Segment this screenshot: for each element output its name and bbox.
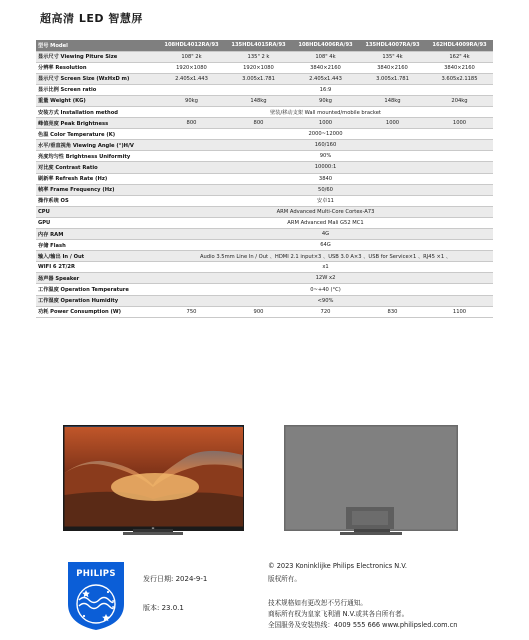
trademark-line: 商标所有权为皇家飞利浦 N.V.或其各自所有者。: [268, 610, 409, 618]
row-value: 90kg: [292, 95, 359, 106]
row-value: 16:9: [158, 84, 493, 95]
table-row: [36, 251, 493, 262]
row-label: 水平/垂直视角 Viewing Angle (°)H/V: [36, 140, 158, 151]
row-value: 3840×2160: [359, 62, 426, 73]
table-row: [36, 206, 493, 217]
row-value: 108" 4k: [292, 51, 359, 62]
row-label: 帧率 Frame Frequency (Hz): [36, 184, 158, 195]
row-value: 1100: [426, 306, 493, 317]
row-value: 2.405x1.443: [292, 73, 359, 84]
table-row: [36, 306, 493, 317]
row-label: WIFI 6 2T/2R: [36, 262, 158, 273]
spec-table: [36, 40, 493, 318]
row-value: 1920×1080: [158, 62, 225, 73]
row-label: 工作湿度 Operation Humidity: [36, 295, 158, 306]
tv-back-image: [284, 425, 458, 540]
notice-line: 技术规格如有更改恕不另行通知。: [268, 599, 367, 607]
row-label: 色温 Color Temperature (K): [36, 129, 158, 140]
svg-text:▬: ▬: [151, 526, 155, 530]
row-label: 安装方式 Installation method: [36, 106, 158, 117]
row-label: GPU: [36, 217, 158, 228]
spec-table-header: [36, 40, 493, 51]
row-label: 刷新率 Refresh Rate (Hz): [36, 173, 158, 184]
tv-front-image: [63, 425, 244, 540]
header-model-1: 108HDL4012RA/93: [158, 40, 225, 51]
table-row: [36, 184, 493, 195]
page-title: 超高清 LED 智慧屏: [40, 12, 143, 25]
release-date: [143, 574, 207, 584]
rights-line: 版权所有。: [268, 575, 301, 583]
row-value: 800: [225, 118, 292, 129]
version-value: 23.0.1: [161, 604, 184, 612]
table-row: [36, 229, 493, 240]
table-row: [36, 284, 493, 295]
row-value: 90%: [158, 151, 493, 162]
philips-shield-icon: [66, 560, 126, 632]
table-row: [36, 162, 493, 173]
table-row: [36, 140, 493, 151]
row-value: 160/160: [158, 140, 493, 151]
row-value: 108" 2k: [158, 51, 225, 62]
row-value: 3840×2160: [292, 62, 359, 73]
row-value: 800: [158, 118, 225, 129]
row-value: 750: [158, 306, 225, 317]
row-value: 3.005x1.781: [225, 73, 292, 84]
row-value: ARM Advanced Multi-Core Cortex-A73: [158, 206, 493, 217]
row-label: 显示尺寸 Screen Size (WxHxD m): [36, 73, 158, 84]
row-value: 10000:1: [158, 162, 493, 173]
row-value: 3.005x1.781: [359, 73, 426, 84]
release-label: 发行日期:: [143, 575, 174, 583]
row-label: 操作系统 OS: [36, 195, 158, 206]
row-value: x1: [158, 262, 493, 273]
table-row: [36, 262, 493, 273]
table-row: [36, 118, 493, 129]
row-value: 4G: [158, 229, 493, 240]
table-row: [36, 95, 493, 106]
row-value: 1000: [292, 118, 359, 129]
header-model-2: 135HDL4015RA/93: [225, 40, 292, 51]
row-value: 830: [359, 306, 426, 317]
row-value: 1000: [426, 118, 493, 129]
row-label: 对比度 Contrast Ratio: [36, 162, 158, 173]
header-model-3: 108HDL4006RA/93: [292, 40, 359, 51]
row-label: 显示比例 Screen ratio: [36, 84, 158, 95]
row-label: 存储 Flash: [36, 240, 158, 251]
row-value: 64G: [158, 240, 493, 251]
table-row: [36, 62, 493, 73]
row-label: 显示尺寸 Viewing Piture Size: [36, 51, 158, 62]
row-label: 分辨率 Resolution: [36, 62, 158, 73]
copyright-line: © 2023 Koninklijke Philips Electronics N.V.: [268, 562, 408, 570]
row-value: 3840×2160: [426, 62, 493, 73]
svg-text:PHILIPS: PHILIPS: [76, 569, 116, 579]
row-value: 3.605x2.1185: [426, 73, 493, 84]
row-value: 900: [225, 306, 292, 317]
table-row: [36, 106, 493, 117]
row-label: CPU: [36, 206, 158, 217]
table-row: [36, 295, 493, 306]
row-value: <90%: [158, 295, 493, 306]
table-row: [36, 129, 493, 140]
row-value: 204kg: [426, 95, 493, 106]
row-value: ARM Advanced Mali G52 MC1: [158, 217, 493, 228]
row-value: Audio 3.5mm Line In / Out 、HDMI 2.1 input×3 、USB 3.0 A×3 、USB for Service×1 、RJ45 ×1 、: [158, 251, 493, 262]
table-row: [36, 240, 493, 251]
row-value: 50/60: [158, 184, 493, 195]
row-label: 工作温度 Operation Temperature: [36, 284, 158, 295]
row-value: 162" 4k: [426, 51, 493, 62]
version-label: 版本:: [143, 604, 160, 612]
table-row: [36, 151, 493, 162]
row-value: 3840: [158, 173, 493, 184]
row-value: 壁装/移动支架 Wall mounted/mobile bracket: [158, 106, 493, 117]
table-row: [36, 217, 493, 228]
row-value: 90kg: [158, 95, 225, 106]
header-model-label: 型号 Model: [36, 40, 158, 51]
row-value: 12W x2: [158, 273, 493, 284]
table-row: [36, 195, 493, 206]
row-value: 135" 2 k: [225, 51, 292, 62]
row-value: 2000~12000: [158, 129, 493, 140]
row-value: 2.405x1.443: [158, 73, 225, 84]
hotline-line: 全国服务及安装热线：4009 555 666 www.philipsled.com.cn: [268, 621, 458, 629]
row-label: 峰值亮度 Peak Brightness: [36, 118, 158, 129]
release-value: 2024-9-1: [175, 575, 208, 583]
row-label: 内存 RAM: [36, 229, 158, 240]
table-row: [36, 73, 493, 84]
table-row: [36, 173, 493, 184]
row-label: 功耗 Power Consumption (W): [36, 306, 158, 317]
row-value: 148kg: [225, 95, 292, 106]
row-label: 扬声器 Speaker: [36, 273, 158, 284]
row-value: 安卓11: [158, 195, 493, 206]
row-label: 亮度均匀性 Brightness Uniformity: [36, 151, 158, 162]
header-model-5: 162HDL4009RA/93: [426, 40, 493, 51]
row-value: 135" 4k: [359, 51, 426, 62]
row-value: 0~+40 (°C): [158, 284, 493, 295]
row-label: 重量 Weight (KG): [36, 95, 158, 106]
header-model-4: 135HDL4007RA/93: [359, 40, 426, 51]
table-row: [36, 273, 493, 284]
row-value: 148kg: [359, 95, 426, 106]
row-value: 720: [292, 306, 359, 317]
row-label: 输入/输出 In / Out: [36, 251, 158, 262]
table-row: [36, 84, 493, 95]
row-value: 1920×1080: [225, 62, 292, 73]
row-value: 1000: [359, 118, 426, 129]
table-row: [36, 51, 493, 62]
version: [143, 603, 184, 613]
